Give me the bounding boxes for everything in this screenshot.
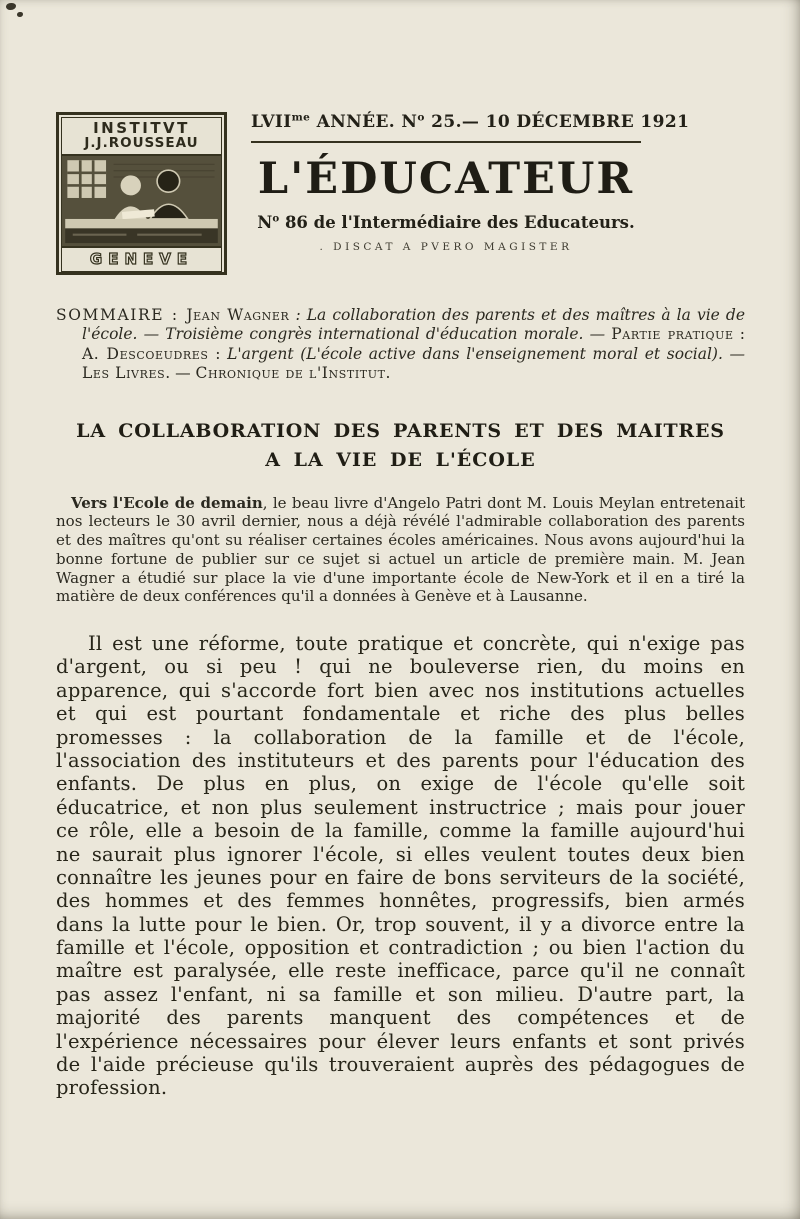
journal-title: L'ÉDUCATEUR	[257, 154, 635, 204]
institute-name-line2: J.J.ROUSSEAU	[84, 135, 199, 152]
issue-line	[251, 111, 690, 132]
institute-city: GENEVE	[62, 246, 221, 271]
article-heading	[56, 420, 745, 471]
summary-author: Jean Wagner	[186, 306, 290, 324]
summary-rubric: Les Livres	[82, 364, 166, 383]
summary-paragraph	[56, 306, 745, 384]
issue-year-sup: me	[291, 111, 311, 124]
summary-separator: . —	[165, 364, 196, 383]
article-heading-line1: LA COLLABORATION DES PARENTS ET DES MAITRES	[76, 419, 725, 442]
article-heading-line2: A LA VIE DE L'ÉCOLE	[265, 448, 536, 471]
summary-section-label: Partie pratique	[611, 325, 734, 344]
issue-date: 25.— 10 DÉCEMBRE 1921	[424, 112, 690, 132]
subtitle-number-prefix: N	[257, 213, 273, 232]
summary-label: SOMMAIRE :	[56, 306, 187, 324]
summary-rubric: Chronique de l'Institut	[195, 364, 386, 383]
emblem-illustration	[62, 156, 221, 246]
summary-article-title: L'argent (L'école active dans l'enseignement moral et social). —	[227, 344, 746, 363]
issue-year: LVII	[251, 112, 292, 132]
institute-name	[62, 118, 221, 156]
institute-logo	[56, 112, 227, 275]
summary-separator: :	[208, 344, 228, 363]
summary-article-titles: : La collaboration des parents et des maîtres à la vie de l'école. — Troisième congrès international d'éducation morale. —	[82, 306, 745, 344]
intro-lead-phrase: Vers l'Ecole de demain	[71, 493, 263, 512]
issue-number-prefix: ANNÉE. N	[310, 112, 418, 132]
summary-separator: :	[733, 325, 745, 344]
institute-logo-frame	[61, 117, 222, 272]
masthead-main	[251, 111, 690, 253]
journal-motto: . DISCAT A PVERO MAGISTER	[319, 241, 573, 253]
journal-subtitle	[251, 213, 641, 232]
summary-author: A. Descoeudres	[82, 344, 209, 363]
header-rule	[251, 141, 641, 143]
article-intro-paragraph	[56, 494, 745, 607]
issue-number-sup: o	[417, 111, 425, 124]
masthead-section	[56, 112, 745, 275]
subtitle-text: 86 de l'Intermédiaire des Educateurs.	[279, 213, 635, 232]
intro-text: , le beau livre d'Angelo Patri dont M. Louis Meylan entretenait nos lecteurs le 30 avril dernier, nous a déjà révélé l'admirable collaboration des parents et des maîtres qu'ont su réaliser certaines écoles américaines. Nous avons aujourd'hui la bonne fortune de publier sur ce sujet si actuel un article de première main. M. Jean Wagner a étudié sur place la vie d'une importante école de New-York et il en a tiré la matière de deux conférences qu'il a données à Genève et à Lausanne.	[56, 493, 746, 606]
article-body-paragraph: Il est une réforme, toute pratique et concrète, qui n'exige pas d'argent, ou si peu ! qui ne bouleverse rien, du moins en apparence, qui s'accorde fort bien avec nos institutions actuelles et qui est pourtant fondamentale et riche des plus belles promesses : la collaboration de la famille et de l'école, l'association des instituteurs et des parents pour l'éducation des enfants. De plus en plus, on exige de l'école qu'elle soit éducatrice, et non plus seulement instructrice ; mais pour jouer ce rôle, elle a besoin de la famille, comme la famille aujourd'hui ne saurait plus ignorer l'école, si elles veulent toutes deux bien connaître les jeunes pour en faire de bons serviteurs de la société, des hommes et des femmes honnêtes, progressifs, bien armés dans la lutte pour le bien. Or, trop souvent, il y a divorce entre la famille et l'école, opposition et contradiction ; ou bien l'action du maître est paralysée, elle reste inefficace, parce qu'il ne connaît pas assez l'enfant, ni sa famille et son milieu. D'autre part, la majorité des parents manquent des compétences et de l'expérience nécessaires pour élever leurs enfants et sont privés de l'aide précieuse qu'ils trouveraient auprès des pédagogues de profession.	[56, 632, 745, 1100]
summary-period: .	[385, 364, 391, 383]
subtitle-number-sup: o	[272, 212, 280, 225]
emblem-woodcut-icon	[62, 156, 221, 246]
institute-name-line1: INSTITVT	[93, 119, 190, 137]
